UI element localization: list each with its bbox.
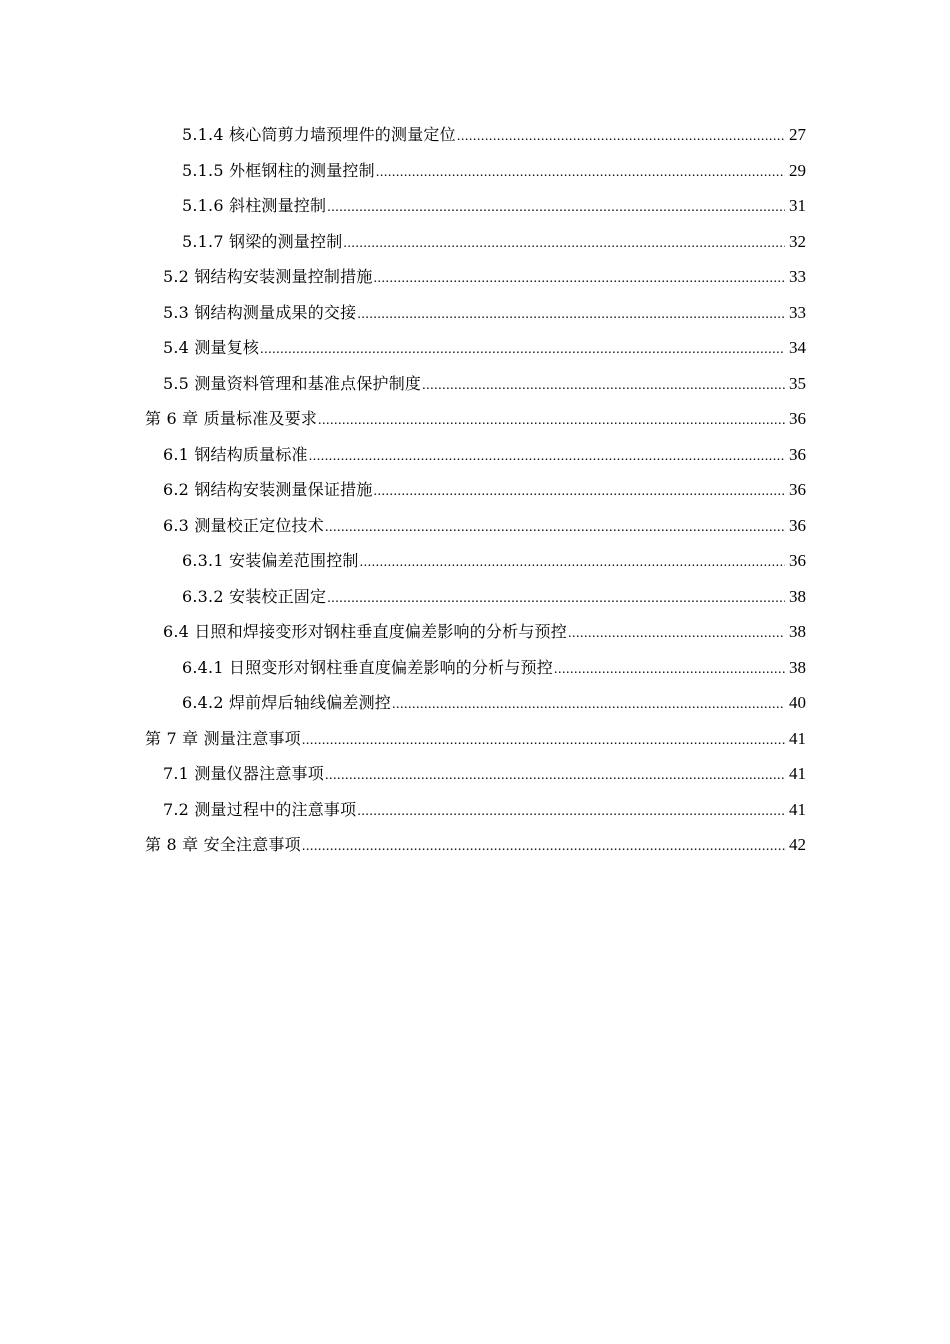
toc-dot-leader — [392, 687, 785, 723]
toc-entry-title: 6.3.1 安装偏差范围控制 — [182, 551, 359, 570]
toc-entry-title: 5.1.5 外框钢柱的测量控制 — [182, 160, 375, 180]
toc-entry-title: 6.3.2 安装校正固定 — [182, 586, 327, 606]
toc-dot-leader — [374, 261, 785, 297]
toc-dot-leader — [318, 403, 785, 439]
toc-entry[interactable] — [145, 543, 806, 579]
toc-page-number: 41 — [789, 764, 806, 783]
toc-page-number: 40 — [789, 693, 806, 712]
toc-dot-leader — [327, 581, 785, 617]
toc-entry-title: 5.1.7 钢梁的测量控制 — [182, 231, 343, 251]
toc-entry-title: 7.2 测量过程中的注意事项 — [163, 799, 357, 819]
toc-entry-title: 6.1 钢结构质量标准 — [163, 444, 308, 464]
toc-page-number: 31 — [789, 196, 806, 215]
toc-page-number: 41 — [789, 799, 806, 819]
toc-entry[interactable] — [145, 792, 806, 828]
toc-dot-leader — [554, 652, 785, 688]
toc-entry-title: 6.4.2 焊前焊后轴线偏差测控 — [182, 693, 391, 712]
table-of-contents — [145, 117, 806, 863]
toc-page-number: 36 — [789, 551, 806, 570]
toc-entry-title: 第 7 章 测量注意事项 — [145, 728, 301, 748]
toc-entry[interactable] — [145, 437, 806, 473]
toc-dot-leader — [374, 474, 785, 510]
toc-entry-title: 第 6 章 质量标准及要求 — [145, 409, 318, 428]
toc-dot-leader — [325, 758, 785, 794]
toc-entry[interactable] — [145, 472, 806, 508]
toc-page-number: 34 — [789, 338, 806, 357]
toc-entry-title: 5.1.6 斜柱测量控制 — [182, 196, 327, 215]
toc-page-number: 33 — [789, 302, 806, 322]
toc-entry-title: 5.5 测量资料管理和基准点保护制度 — [163, 373, 422, 393]
toc-dot-leader — [302, 829, 785, 865]
toc-dot-leader — [357, 794, 785, 830]
toc-page-number: 42 — [789, 835, 806, 854]
toc-entry[interactable] — [145, 224, 806, 260]
toc-page-number: 32 — [789, 231, 806, 251]
toc-dot-leader — [422, 368, 785, 404]
toc-dot-leader — [568, 616, 785, 652]
toc-entry[interactable] — [145, 685, 806, 721]
toc-entry[interactable] — [145, 153, 806, 189]
toc-entry-title: 6.3 测量校正定位技术 — [163, 515, 324, 535]
toc-entry-title: 5.1.4 核心筒剪力墙预埋件的测量定位 — [182, 125, 456, 144]
toc-entry-title: 7.1 测量仪器注意事项 — [163, 764, 324, 783]
toc-dot-leader — [376, 155, 785, 191]
toc-page-number: 36 — [789, 515, 806, 535]
toc-dot-leader — [309, 439, 785, 475]
toc-page-number: 38 — [789, 586, 806, 606]
toc-entry[interactable] — [145, 295, 806, 331]
toc-dot-leader — [327, 190, 785, 226]
toc-entry[interactable] — [145, 259, 806, 295]
toc-entry-title: 5.2 钢结构安装测量控制措施 — [163, 267, 373, 286]
toc-dot-leader — [357, 297, 785, 333]
toc-entry[interactable] — [145, 827, 806, 863]
toc-page-number: 36 — [789, 444, 806, 464]
toc-dot-leader — [343, 226, 785, 262]
toc-page-number: 35 — [789, 373, 806, 393]
toc-entry-title: 第 8 章 安全注意事项 — [145, 835, 301, 854]
toc-dot-leader — [302, 723, 785, 759]
toc-page-number: 27 — [789, 125, 806, 144]
toc-entry-title: 5.3 钢结构测量成果的交接 — [163, 302, 357, 322]
toc-entry-title: 6.2 钢结构安装测量保证措施 — [163, 480, 373, 499]
toc-entry-title: 5.4 测量复核 — [163, 338, 260, 357]
toc-dot-leader — [457, 119, 785, 155]
toc-page-number: 38 — [789, 622, 806, 641]
toc-entry[interactable] — [145, 508, 806, 544]
toc-page-number: 29 — [789, 160, 806, 180]
toc-page-number: 41 — [789, 728, 806, 748]
toc-entry[interactable] — [145, 756, 806, 792]
toc-entry[interactable] — [145, 614, 806, 650]
toc-entry[interactable] — [145, 188, 806, 224]
toc-entry[interactable] — [145, 650, 806, 686]
toc-dot-leader — [260, 332, 785, 368]
toc-entry-title: 6.4 日照和焊接变形对钢柱垂直度偏差影响的分析与预控 — [163, 622, 567, 641]
toc-dot-leader — [360, 545, 785, 581]
toc-page-number: 38 — [789, 657, 806, 677]
toc-dot-leader — [325, 510, 785, 546]
toc-page-number: 36 — [789, 409, 806, 428]
toc-entry[interactable] — [145, 579, 806, 615]
toc-entry[interactable] — [145, 401, 806, 437]
toc-entry-title: 6.4.1 日照变形对钢柱垂直度偏差影响的分析与预控 — [182, 657, 553, 677]
toc-page-number: 36 — [789, 480, 806, 499]
toc-entry[interactable] — [145, 117, 806, 153]
toc-page-number: 33 — [789, 267, 806, 286]
toc-entry[interactable] — [145, 366, 806, 402]
toc-entry[interactable] — [145, 330, 806, 366]
toc-entry[interactable] — [145, 721, 806, 757]
